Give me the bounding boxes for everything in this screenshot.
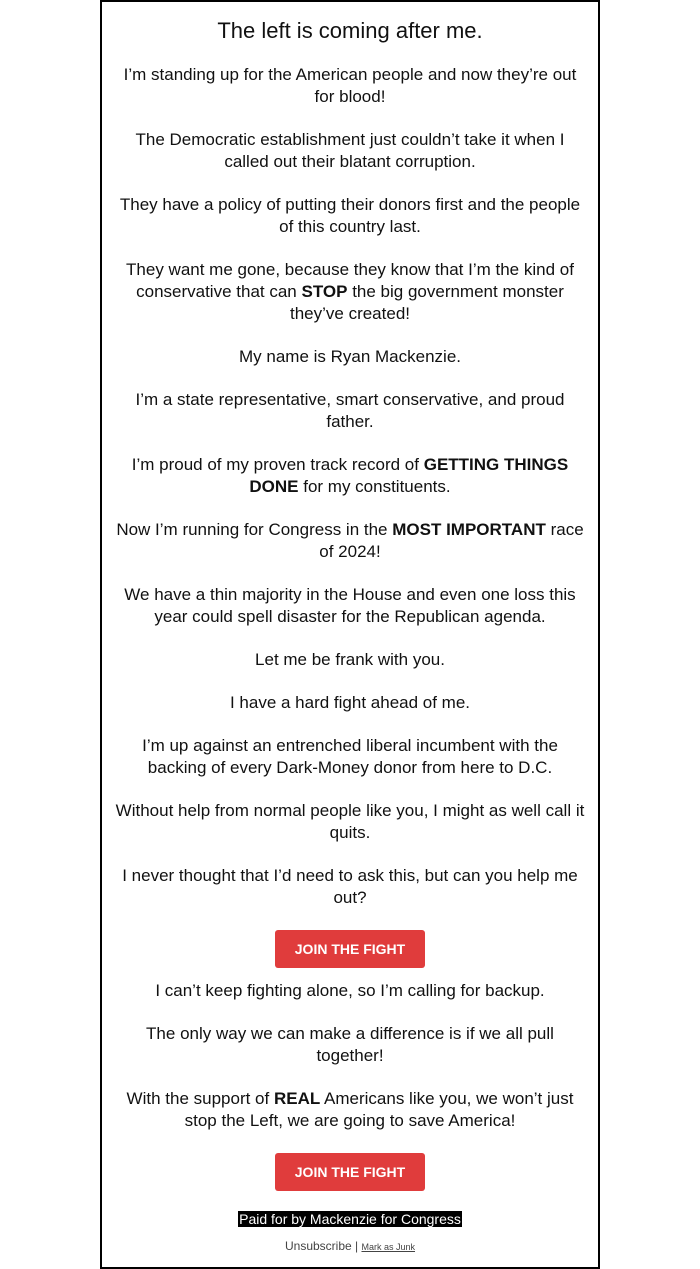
paragraph-text: Now I’m running for Congress in the (116, 520, 393, 539)
paragraph-text: I’m standing up for the American people and now they’re out for blood! (123, 65, 577, 106)
paragraph-text: They want me gone, because they know that I’m the kind of conservative that can (126, 260, 574, 301)
separator: | (351, 1239, 362, 1253)
paragraph-text: My name is Ryan Mackenzie. (238, 347, 462, 366)
paragraph-text: for my constituents. (298, 477, 451, 496)
paragraph (112, 649, 588, 671)
paragraph (112, 800, 588, 844)
paragraph-text: I’m up against an entrenched liberal incumbent with the backing of every Dark-Money donor from here to D.C. (142, 736, 558, 777)
emphasis-text: GETTING THINGS DONE (249, 455, 569, 496)
paragraph-text: I never thought that I’d need to ask this, but can you help me out? (122, 866, 578, 907)
email-body (100, 0, 600, 1269)
paragraph-text: Without help from normal people like you, I might as well call it quits. (115, 801, 585, 842)
paragraph-text: The only way we can make a difference is if we all pull together! (146, 1024, 554, 1065)
join-the-fight-button-2[interactable]: JOIN THE FIGHT (275, 1153, 425, 1191)
paragraph (112, 980, 588, 1002)
paragraph (112, 1088, 588, 1132)
paragraph-text: the big government monster they’ve created! (289, 282, 564, 323)
paragraph (112, 389, 588, 433)
join-the-fight-button[interactable]: JOIN THE FIGHT (275, 930, 425, 968)
paragraph (112, 259, 588, 325)
paragraph-text: I can’t keep fighting alone, so I’m calling for backup. (155, 981, 545, 1000)
email-title: The left is coming after me. (217, 18, 483, 43)
paragraph-text: Americans like you, we won’t just stop the Left, we are going to save America! (184, 1089, 574, 1130)
paragraphs-bottom (112, 980, 588, 1132)
paragraph (112, 346, 588, 368)
paragraph (112, 584, 588, 628)
paragraph-text: I have a hard fight ahead of me. (229, 693, 471, 712)
paid-for-disclaimer: Paid for by Mackenzie for Congress (239, 1211, 461, 1227)
paragraph-text: I’m a state representative, smart conservative, and proud father. (135, 390, 565, 431)
paragraphs-top (112, 64, 588, 909)
paragraph (112, 64, 588, 108)
emphasis-text: REAL (273, 1089, 321, 1108)
paragraph-text: race of 2024! (319, 520, 584, 561)
unsubscribe-link[interactable]: Unsubscribe (284, 1239, 352, 1253)
paragraph (112, 129, 588, 173)
paragraph-text: With the support of (126, 1089, 274, 1108)
emphasis-text: MOST IMPORTANT (392, 520, 546, 539)
paragraph-text: The Democratic establishment just couldn’t take it when I called out their blatant corruption. (135, 130, 565, 171)
emphasis-text: STOP (301, 282, 348, 301)
paragraph (112, 865, 588, 909)
paragraph-text: They have a policy of putting their donors first and the people of this country last. (119, 195, 581, 236)
footer-links (112, 1239, 588, 1253)
paragraph (112, 1023, 588, 1067)
paragraph-text: Let me be frank with you. (255, 650, 445, 669)
paragraph (112, 692, 588, 714)
paragraph (112, 735, 588, 779)
paragraph (112, 519, 588, 563)
paragraph (112, 194, 588, 238)
mark-as-junk-link[interactable]: Mark as Junk (361, 1242, 416, 1252)
paragraph (112, 454, 588, 498)
paragraph-text: We have a thin majority in the House and even one loss this year could spell disaster for the Republican agenda. (124, 585, 576, 626)
paragraph-text: I’m proud of my proven track record of (131, 455, 424, 474)
